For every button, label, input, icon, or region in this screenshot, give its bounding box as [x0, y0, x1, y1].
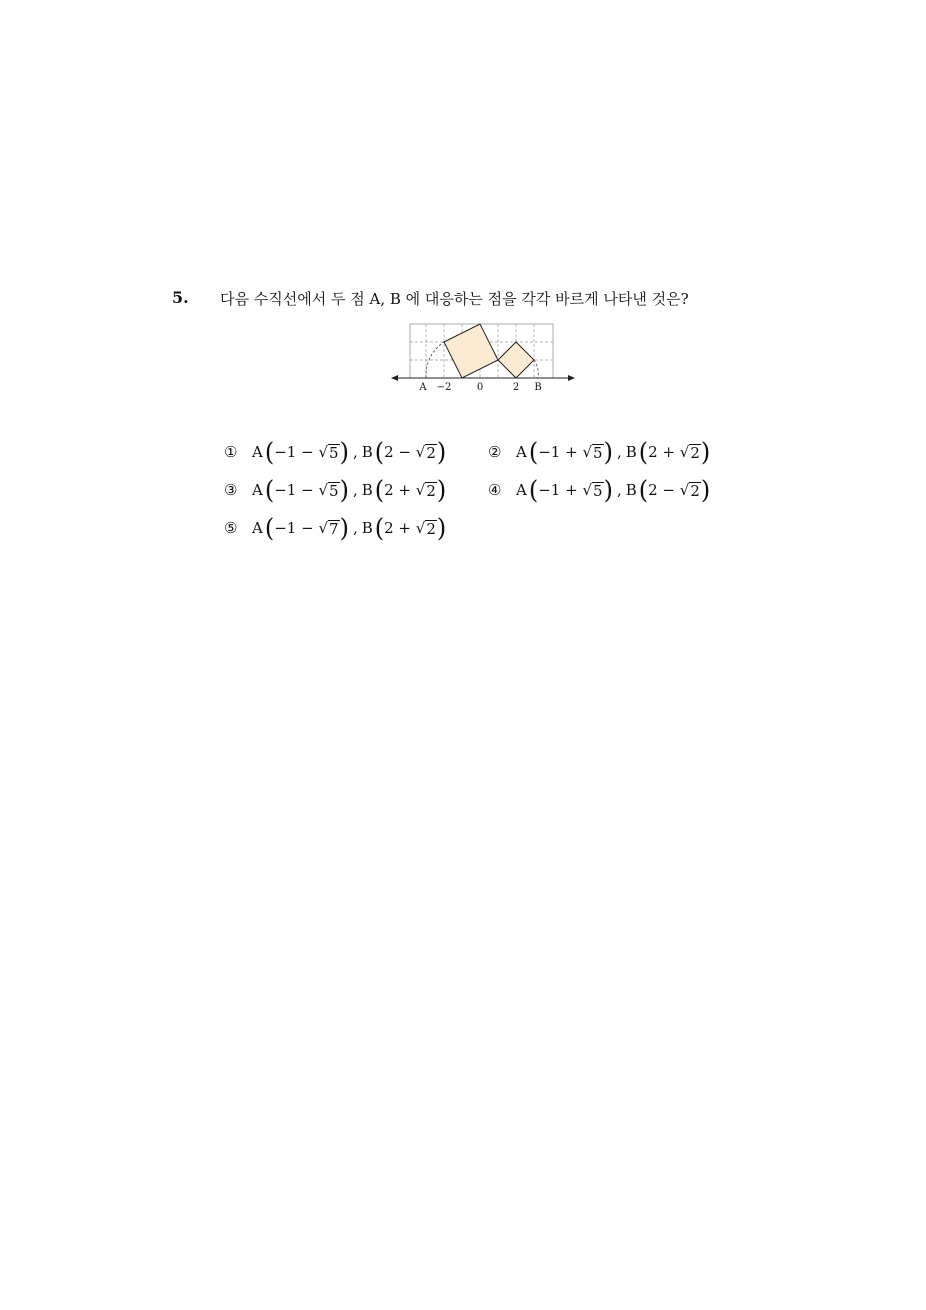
- b-radicand: 2: [426, 443, 436, 462]
- choice-mark: ⑤: [224, 519, 238, 537]
- axis-label-zero: 0: [476, 382, 484, 393]
- b-prefix: 2 +: [384, 481, 412, 499]
- choice-mark: ④: [488, 481, 502, 499]
- a-prefix: −1 +: [538, 443, 578, 461]
- b-prefix: 2 −: [384, 443, 412, 461]
- number-line-figure: [388, 318, 580, 396]
- axis-label-two: 2: [512, 382, 520, 393]
- right-arrowhead: [568, 375, 575, 381]
- point-a-label: A: [252, 443, 263, 461]
- choice-mark: ①: [224, 443, 238, 461]
- point-b-label: B: [625, 443, 637, 461]
- choice-mark: ③: [224, 481, 238, 499]
- a-radicand: 5: [593, 481, 603, 500]
- axis-label-b: B: [534, 382, 542, 393]
- large-square: [444, 324, 498, 378]
- choice-mark: ②: [488, 443, 502, 461]
- b-prefix: 2 +: [648, 443, 676, 461]
- choice-5[interactable]: ⑤ A ( −1 − √ 7 ) , B ( 2 + √ 2 ): [224, 513, 447, 543]
- point-b-label: B: [625, 481, 637, 499]
- axis-label-neg2: −2: [436, 382, 452, 393]
- b-radicand: 2: [690, 443, 700, 462]
- a-prefix: −1 −: [274, 481, 314, 499]
- point-a-label: A: [252, 519, 263, 537]
- point-b-label: B: [361, 443, 373, 461]
- b-radicand: 2: [690, 481, 700, 500]
- point-a-label: A: [516, 443, 527, 461]
- small-square: [498, 342, 534, 378]
- left-arrowhead: [391, 375, 398, 381]
- arc-right: [534, 360, 538, 378]
- a-radicand: 7: [329, 519, 339, 538]
- b-radicand: 2: [426, 519, 436, 538]
- point-a-label: A: [252, 481, 263, 499]
- a-prefix: −1 −: [274, 443, 314, 461]
- choice-2[interactable]: ② A ( −1 + √ 5 ) , B ( 2 + √ 2 ): [488, 437, 711, 467]
- question-text: 다음 수직선에서 두 점 A, B 에 대응하는 점을 각각 바르게 나타낸 것은?: [220, 290, 689, 308]
- point-b-label: B: [361, 519, 373, 537]
- choice-4[interactable]: ④ A ( −1 + √ 5 ) , B ( 2 − √ 2 ): [488, 475, 711, 505]
- choice-3[interactable]: ③ A ( −1 − √ 5 ) , B ( 2 + √ 2 ): [224, 475, 447, 505]
- a-prefix: −1 −: [274, 519, 314, 537]
- point-a-label: A: [516, 481, 527, 499]
- question-number: 5.: [172, 288, 189, 307]
- choice-1[interactable]: ① A ( −1 − √ 5 ) , B ( 2 − √ 2 ): [224, 437, 447, 467]
- a-radicand: 5: [593, 443, 603, 462]
- a-prefix: −1 +: [538, 481, 578, 499]
- a-radicand: 5: [329, 443, 339, 462]
- b-prefix: 2 −: [648, 481, 676, 499]
- b-radicand: 2: [426, 481, 436, 500]
- a-radicand: 5: [329, 481, 339, 500]
- axis-label-a: A: [419, 382, 427, 393]
- b-prefix: 2 +: [384, 519, 412, 537]
- point-b-label: B: [361, 481, 373, 499]
